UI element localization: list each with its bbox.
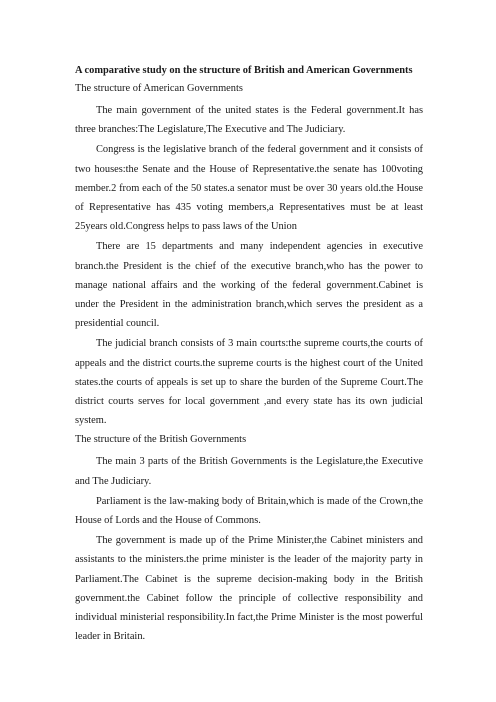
paragraph-american-judicial: The judicial branch consists of 3 main courts:the supreme courts,the courts of appeals and the district courts.the supreme courts is the highest court of the United states.the courts of appeals is set up to share the burden of the Supreme Court.The district courts serves for local government ,and every state has its own judicial system. [75, 338, 423, 427]
paragraph-british-government: The government is made up of the Prime Minister,the Cabinet ministers and assistants to the ministers.the prime minister is the leader of the majority party in Parliament.The Cabinet is the supreme decision-making body in the British government.the Cabinet follow the principle of collective responsibility and individual ministerial responsibility.In fact,the Prime Minister is the most powerful leader in Britain. [75, 535, 423, 643]
paragraph-american-congress: Congress is the legislative branch of the federal government and it consists of two houses:the Senate and the House of Representative.the senate has 100voting member.2 from each of the 50 states.a senator must be over 30 years old.the House of Representative has 435 voting members,a Representatives must be at least 25years old.Congress helps to pass laws of the Union [75, 144, 423, 233]
paragraph-american-overview: The main government of the united states is the Federal government.It has three branches:The Legislature,The Executive and The Judiciary. [75, 105, 423, 136]
section-heading-british: The structure of the British Governments [75, 434, 247, 446]
section-heading-american: The structure of American Governments [75, 83, 243, 94]
paragraph-british-parliament: Parliament is the law-making body of Britain,which is made of the Crown,the House of Lords and the House of Commons. [75, 495, 423, 527]
paragraph-american-executive: There are 15 departments and many independent agencies in executive branch.the President is the chief of the executive branch,who has the power to manage national affairs and the working of the federal government.Cabinet is under the President in the administration branch,which serves the president as a presidential council. [75, 241, 423, 330]
document-title: A comparative study on the structure of British and American Governments [75, 65, 413, 76]
document-page [75, 62, 423, 647]
paragraph-british-overview: The main 3 parts of the British Governments is the Legislature,the Executive and The Judiciary. [75, 456, 423, 487]
